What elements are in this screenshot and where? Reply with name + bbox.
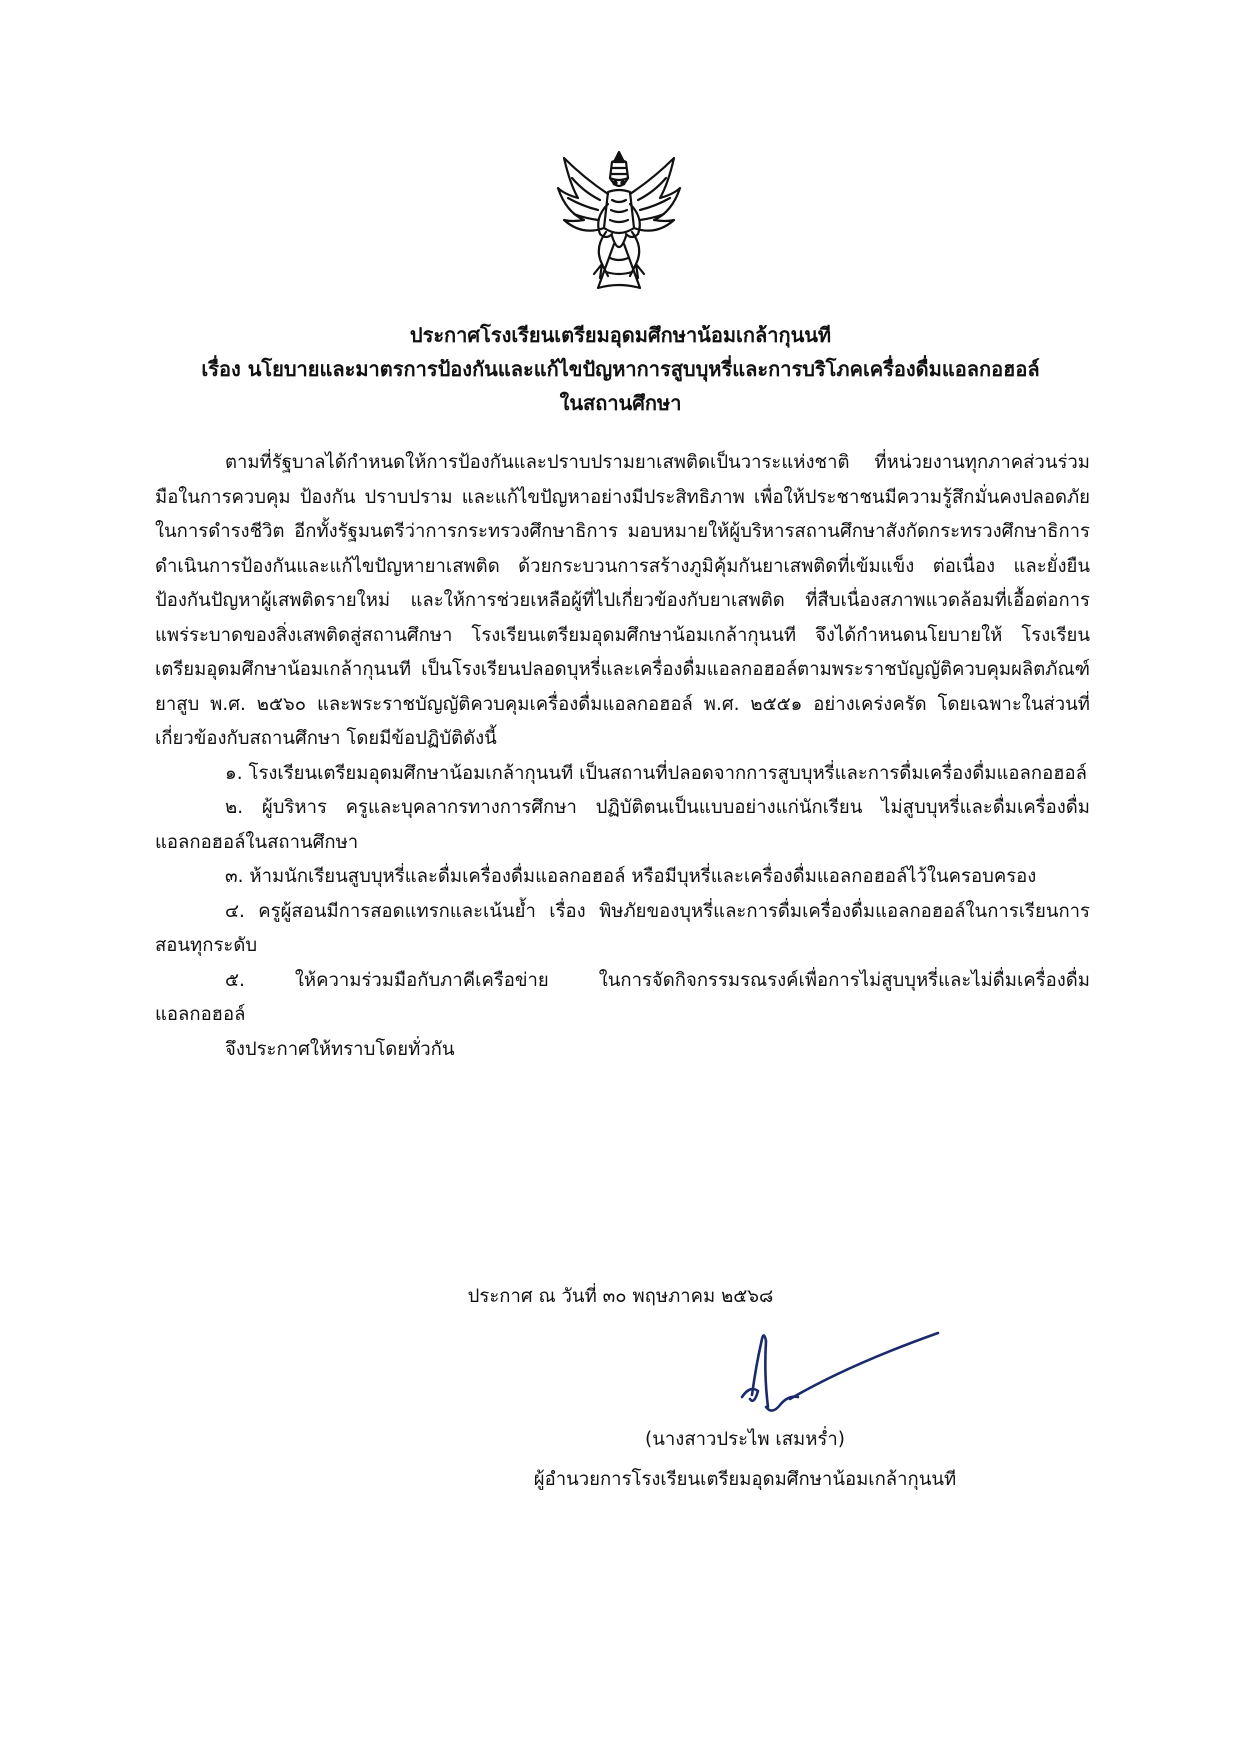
document-body xyxy=(155,446,1090,1067)
title-line-3: ในสถานศึกษา xyxy=(559,391,682,415)
title-line-1: ประกาศโรงเรียนเตรียมอุดมศึกษาน้อมเกล้ากุนนที xyxy=(409,323,832,347)
signer-position: ผู้อำนวยการโรงเรียนเตรียมอุดมศึกษาน้อมเกล้ากุนนที xyxy=(533,1469,957,1490)
handwritten-signature xyxy=(728,1325,948,1425)
signer-name: (นางสาวประไพ เสมหร่ำ) xyxy=(645,1429,845,1450)
list-item: ๓. ห้ามนักเรียนสูบบุหรี่และดื่มเครื่องดื่มแอลกอฮอล์ หรือมีบุหรี่และเครื่องดื่มแอลกอฮอล์ไว้ในครอบครอง xyxy=(225,866,1037,887)
closing-statement: จึงประกาศให้ทราบโดยทั่วกัน xyxy=(225,1038,455,1060)
intro-paragraph: ตามที่รัฐบาลได้กำหนดให้การป้องกันและปราบปรามยาเสพติดเป็นวาระแห่งชาติ ที่หน่วยงานทุกภาคส่วนร่วมมือในการควบคุม ป้องกัน ปราบปราม และแก้ไขปัญหาอย่างมีประสิทธิภาพ เพื่อให้ประชาชนมีความรู้สึกมั่นคงปลอดภัยในการดำรงชีวิต อีกทั้งรัฐมนตรีว่าการกระทรวงศึกษาธิการ มอบหมายให้ผู้บริหารสถานศึกษาสังกัดกระทรวงศึกษาธิการ ดำเนินการป้องกันและแก้ไขปัญหายาเสพติด ด้วยกระบวนการสร้างภูมิคุ้มกันยาเสพติดที่เข้มแข็ง ต่อเนื่อง และยั่งยืน ป้องกันปัญหาผู้เสพติดรายใหม่ และให้การช่วยเหลือผู้ที่ไปเกี่ยวข้องกับยาเสพติด ที่สืบเนื่องสภาพแวดล้อมที่เอื้อต่อการแพร่ระบาดของสิ่งเสพติดสู่สถานศึกษา โรงเรียนเตรียมอุดมศึกษาน้อมเกล้ากุนนที จึงได้กำหนดนโยบายให้ โรงเรียนเตรียมอุดมศึกษาน้อมเกล้ากุนนที เป็นโรงเรียนปลอดบุหรี่และเครื่องดื่มแอลกอฮอล์ตามพระราชบัญญัติควบคุมผลิตภัณฑ์ยาสูบ พ.ศ. ๒๕๖๐ และพระราชบัญญัติควบคุมเครื่องดื่มแอลกอฮอล์ พ.ศ. ๒๕๕๑ อย่างเคร่งครัด โดยเฉพาะในส่วนที่เกี่ยวข้องกับสถานศึกษา โดยมีข้อปฏิบัติดังนี้ xyxy=(155,452,1090,749)
list-item: ๒. ผู้บริหาร ครูและบุคลากรทางการศึกษา ปฏิบัติตนเป็นแบบอย่างแก่นักเรียน ไม่สูบบุหรี่และดื่มเครื่องดื่มแอลกอฮอล์ในสถานศึกษา xyxy=(155,797,1090,853)
document-title xyxy=(100,318,1141,420)
title-line-2: เรื่อง นโยบายและมาตรการป้องกันและแก้ไขปัญหาการสูบบุหรี่และการบริโภคเครื่องดื่มแอลกอฮอล์ xyxy=(201,357,1040,381)
announcement-date: ประกาศ ณ วันที่ ๓๐ พฤษภาคม ๒๕๖๘ xyxy=(467,1286,774,1307)
list-item: ๕. ให้ความร่วมมือกับภาคีเครือข่าย ในการจัดกิจกรรมรณรงค์เพื่อการไม่สูบบุหรี่และไม่ดื่มเครื่องดื่มแอลกอฮอล์ xyxy=(155,969,1090,1025)
list-item: ๔. ครูผู้สอนมีการสอดแทรกและเน้นย้ำ เรื่อง พิษภัยของบุหรี่และการดื่มเครื่องดื่มแอลกอฮอล์ในการเรียนการสอนทุกระดับ xyxy=(155,900,1090,956)
garuda-emblem-icon xyxy=(554,148,684,298)
signer-block xyxy=(510,1420,980,1500)
list-item: ๑. โรงเรียนเตรียมอุดมศึกษาน้อมเกล้ากุนนที เป็นสถานที่ปลอดจากการสูบบุหรี่และการดื่มเครื่องดื่มแอลกอฮอล์ xyxy=(225,762,1087,784)
